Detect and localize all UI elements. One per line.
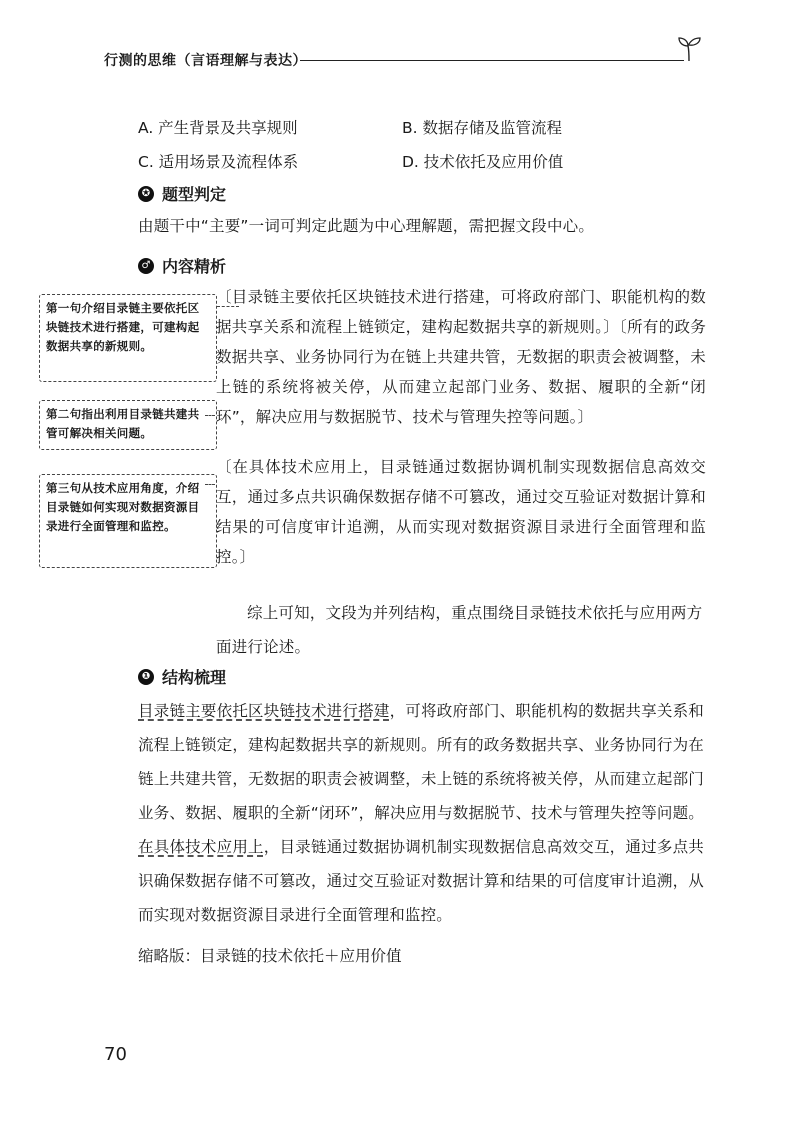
analysis-summary: 综上可知，文段为并列结构，重点围绕目录链技术依托与应用两方面进行论述。 bbox=[216, 604, 703, 656]
page-number: 70 bbox=[104, 1044, 127, 1065]
section-heading-label: 结构梳理 bbox=[162, 668, 227, 687]
section-heading-judge bbox=[138, 182, 226, 205]
underlined-phrase-1: 目录链主要依托区块链技术进行搭建 bbox=[138, 702, 390, 720]
target-icon: ✪ bbox=[138, 186, 154, 202]
underlined-phrase-2: 在具体技术应用上 bbox=[138, 838, 264, 856]
analysis-paragraph-1: 〔目录链主要依托区块链技术进行搭建，可将政府部门、职能机构的数据共享关系和流程上链锁定，建构起数据共享的新规则。〕〔所有的政务数据共享、业务协同行为在链上共建共管，无数据的职责会被调整，未上链的系统将被关停，从而建立起部门业务、数据、履职的全新“闭环”，解决应用与数据脱节、技术与管理失控等问题。〕 bbox=[216, 288, 706, 426]
note-connector-2 bbox=[205, 415, 215, 416]
condensed-summary: 缩略版：目录链的技术依托＋应用价值 bbox=[138, 947, 402, 965]
note-connector-1 bbox=[217, 306, 239, 307]
structure-icon: ❶ bbox=[138, 669, 154, 685]
note-connector-3 bbox=[205, 484, 215, 485]
judge-text: 由题干中“主要”一词可判定此题为中心理解题，需把握文段中心。 bbox=[138, 217, 595, 235]
section-heading-label: 内容精析 bbox=[162, 257, 227, 276]
magnifier-icon: ♂ bbox=[138, 258, 154, 274]
option-c: C. 适用场景及流程体系 bbox=[138, 153, 299, 171]
structure-paragraph bbox=[138, 694, 704, 932]
running-header-title: 行测的思维（言语理解与表达） bbox=[104, 53, 307, 69]
structure-text-1: ，可将政府部门、职能机构的数据共享关系和流程上链锁定，建构起数据共享的新规则。所有的政务数据共享、业务协同行为在链上共建共管，无数据的职责会被调整，未上链的系统将被关停，从而建立起部门业务、数据、履职的全新“闭环”，解决应用与数据脱节、技术与管理失控等问题。 bbox=[138, 702, 704, 822]
sprout-icon bbox=[676, 34, 702, 62]
analysis-paragraph-2: 〔在具体技术应用上，目录链通过数据协调机制实现数据信息高效交互，通过多点共识确保数据存储不可篡改，通过交互验证对数据计算和结果的可信度审计追溯，从而实现对数据资源目录进行全面管理和监控。〕 bbox=[216, 458, 706, 566]
option-a: A. 产生背景及共享规则 bbox=[138, 119, 298, 137]
section-heading-analysis bbox=[138, 254, 226, 277]
option-d: D. 技术依托及应用价值 bbox=[402, 153, 564, 171]
margin-note-1: 第一句介绍目录链主要依托区块链技术进行搭建，可建构起数据共享的新规则。 bbox=[39, 294, 217, 382]
section-heading-structure bbox=[138, 665, 226, 688]
margin-note-3: 第三句从技术应用角度，介绍目录链如何实现对数据资源目录进行全面管理和监控。 bbox=[39, 474, 217, 568]
section-heading-label: 题型判定 bbox=[162, 185, 227, 204]
structure-text-2: ，目录链通过数据协调机制实现数据信息高效交互，通过多点共识确保数据存储不可篡改，通过交互验证对数据计算和结果的可信度审计追溯，从而实现对数据资源目录进行全面管理和监控。 bbox=[138, 838, 704, 924]
header-divider bbox=[300, 60, 684, 61]
margin-note-2: 第二句指出利用目录链共建共管可解决相关问题。 bbox=[39, 400, 217, 450]
option-b: B. 数据存储及监管流程 bbox=[402, 119, 562, 137]
